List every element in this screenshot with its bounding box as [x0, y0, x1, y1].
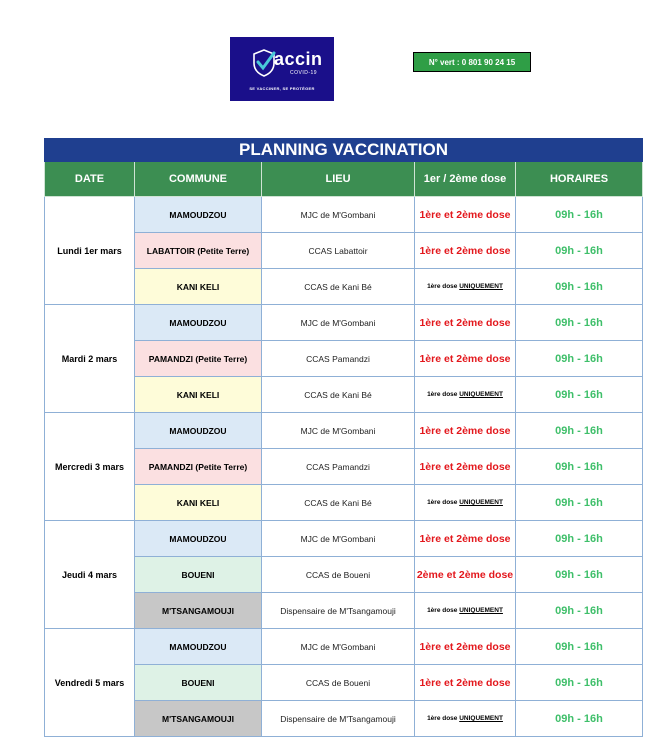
- lieu-cell: CCAS de Kani Bé: [262, 377, 415, 413]
- shield-check-icon: [252, 49, 276, 77]
- vaccination-schedule-table: [44, 138, 643, 737]
- dose-prefix: 1ère dose: [427, 715, 460, 722]
- table-row: [45, 521, 643, 557]
- table-title: PLANNING VACCINATION: [45, 139, 643, 162]
- table-row: [45, 269, 643, 305]
- date-cell: Jeudi 4 mars: [45, 521, 135, 629]
- dose-cell: [415, 269, 516, 305]
- table-row: [45, 485, 643, 521]
- table-row: [45, 197, 643, 233]
- header-horaires: HORAIRES: [516, 162, 643, 197]
- dose-emphasis: UNIQUEMENT: [459, 715, 503, 722]
- hours-cell: 09h - 16h: [516, 341, 643, 377]
- dose-cell: 1ère et 2ème dose: [415, 233, 516, 269]
- commune-cell: MAMOUDZOU: [135, 413, 262, 449]
- dose-cell: [415, 701, 516, 737]
- dose-cell: 1ère et 2ème dose: [415, 305, 516, 341]
- hours-cell: 09h - 16h: [516, 305, 643, 341]
- dose-cell: [415, 593, 516, 629]
- hours-cell: 09h - 16h: [516, 665, 643, 701]
- dose-emphasis: UNIQUEMENT: [459, 283, 503, 290]
- commune-cell: M'TSANGAMOUJI: [135, 701, 262, 737]
- hotline-number: N° vert : 0 801 90 24 15: [413, 52, 531, 72]
- table-row: [45, 305, 643, 341]
- table-row: [45, 413, 643, 449]
- hours-cell: 09h - 16h: [516, 197, 643, 233]
- hours-cell: 09h - 16h: [516, 629, 643, 665]
- table-row: [45, 701, 643, 737]
- hours-cell: 09h - 16h: [516, 377, 643, 413]
- commune-cell: LABATTOIR (Petite Terre): [135, 233, 262, 269]
- lieu-cell: CCAS Labattoir: [262, 233, 415, 269]
- hours-cell: 09h - 16h: [516, 449, 643, 485]
- commune-cell: PAMANDZI (Petite Terre): [135, 449, 262, 485]
- lieu-cell: MJC de M'Gombani: [262, 521, 415, 557]
- dose-emphasis: UNIQUEMENT: [459, 499, 503, 506]
- dose-emphasis: UNIQUEMENT: [459, 391, 503, 398]
- table-row: [45, 449, 643, 485]
- dose-cell: 1ère et 2ème dose: [415, 665, 516, 701]
- dose-cell: [415, 377, 516, 413]
- lieu-cell: Dispensaire de M'Tsangamouji: [262, 593, 415, 629]
- commune-cell: MAMOUDZOU: [135, 629, 262, 665]
- lieu-cell: MJC de M'Gombani: [262, 413, 415, 449]
- commune-cell: KANI KELI: [135, 377, 262, 413]
- table-row: [45, 233, 643, 269]
- hours-cell: 09h - 16h: [516, 485, 643, 521]
- hours-cell: 09h - 16h: [516, 593, 643, 629]
- dose-cell: 1ère et 2ème dose: [415, 197, 516, 233]
- dose-cell: 2ème et 2ème dose: [415, 557, 516, 593]
- date-cell: Vendredi 5 mars: [45, 629, 135, 737]
- hours-cell: 09h - 16h: [516, 233, 643, 269]
- dose-prefix: 1ère dose: [427, 607, 460, 614]
- lieu-cell: CCAS de Kani Bé: [262, 269, 415, 305]
- logo-sub-text: COVID-19: [290, 70, 318, 76]
- commune-cell: PAMANDZI (Petite Terre): [135, 341, 262, 377]
- dose-cell: 1ère et 2ème dose: [415, 413, 516, 449]
- logo-tagline: SE VACCINER, SE PROTÉGER: [249, 86, 315, 91]
- commune-cell: BOUENI: [135, 557, 262, 593]
- hours-cell: 09h - 16h: [516, 413, 643, 449]
- hours-cell: 09h - 16h: [516, 557, 643, 593]
- table-row: [45, 377, 643, 413]
- table-row: [45, 341, 643, 377]
- lieu-cell: CCAS Pamandzi: [262, 449, 415, 485]
- dose-cell: 1ère et 2ème dose: [415, 629, 516, 665]
- lieu-cell: Dispensaire de M'Tsangamouji: [262, 701, 415, 737]
- commune-cell: MAMOUDZOU: [135, 197, 262, 233]
- commune-cell: BOUENI: [135, 665, 262, 701]
- lieu-cell: MJC de M'Gombani: [262, 197, 415, 233]
- lieu-cell: CCAS de Kani Bé: [262, 485, 415, 521]
- table-row: [45, 629, 643, 665]
- table-row: [45, 557, 643, 593]
- commune-cell: KANI KELI: [135, 269, 262, 305]
- hours-cell: 09h - 16h: [516, 269, 643, 305]
- commune-cell: M'TSANGAMOUJI: [135, 593, 262, 629]
- table-row: [45, 593, 643, 629]
- dose-prefix: 1ère dose: [427, 499, 460, 506]
- date-cell: Mardi 2 mars: [45, 305, 135, 413]
- table-row: [45, 665, 643, 701]
- hours-cell: 09h - 16h: [516, 521, 643, 557]
- lieu-cell: MJC de M'Gombani: [262, 305, 415, 341]
- dose-cell: 1ère et 2ème dose: [415, 341, 516, 377]
- dose-prefix: 1ère dose: [427, 283, 460, 290]
- commune-cell: KANI KELI: [135, 485, 262, 521]
- commune-cell: MAMOUDZOU: [135, 521, 262, 557]
- header-commune: COMMUNE: [135, 162, 262, 197]
- lieu-cell: CCAS de Boueni: [262, 665, 415, 701]
- lieu-cell: CCAS Pamandzi: [262, 341, 415, 377]
- header-lieu: LIEU: [262, 162, 415, 197]
- lieu-cell: MJC de M'Gombani: [262, 629, 415, 665]
- header-dose: 1er / 2ème dose: [415, 162, 516, 197]
- lieu-cell: CCAS de Boueni: [262, 557, 415, 593]
- hours-cell: 09h - 16h: [516, 701, 643, 737]
- dose-cell: 1ère et 2ème dose: [415, 521, 516, 557]
- logo-brand-text: accin: [274, 49, 323, 69]
- dose-cell: [415, 485, 516, 521]
- commune-cell: MAMOUDZOU: [135, 305, 262, 341]
- dose-cell: 1ère et 2ème dose: [415, 449, 516, 485]
- date-cell: Lundi 1er mars: [45, 197, 135, 305]
- header-date: DATE: [45, 162, 135, 197]
- dose-emphasis: UNIQUEMENT: [459, 607, 503, 614]
- dose-prefix: 1ère dose: [427, 391, 460, 398]
- vaccin-covid-logo: [230, 37, 334, 101]
- date-cell: Mercredi 3 mars: [45, 413, 135, 521]
